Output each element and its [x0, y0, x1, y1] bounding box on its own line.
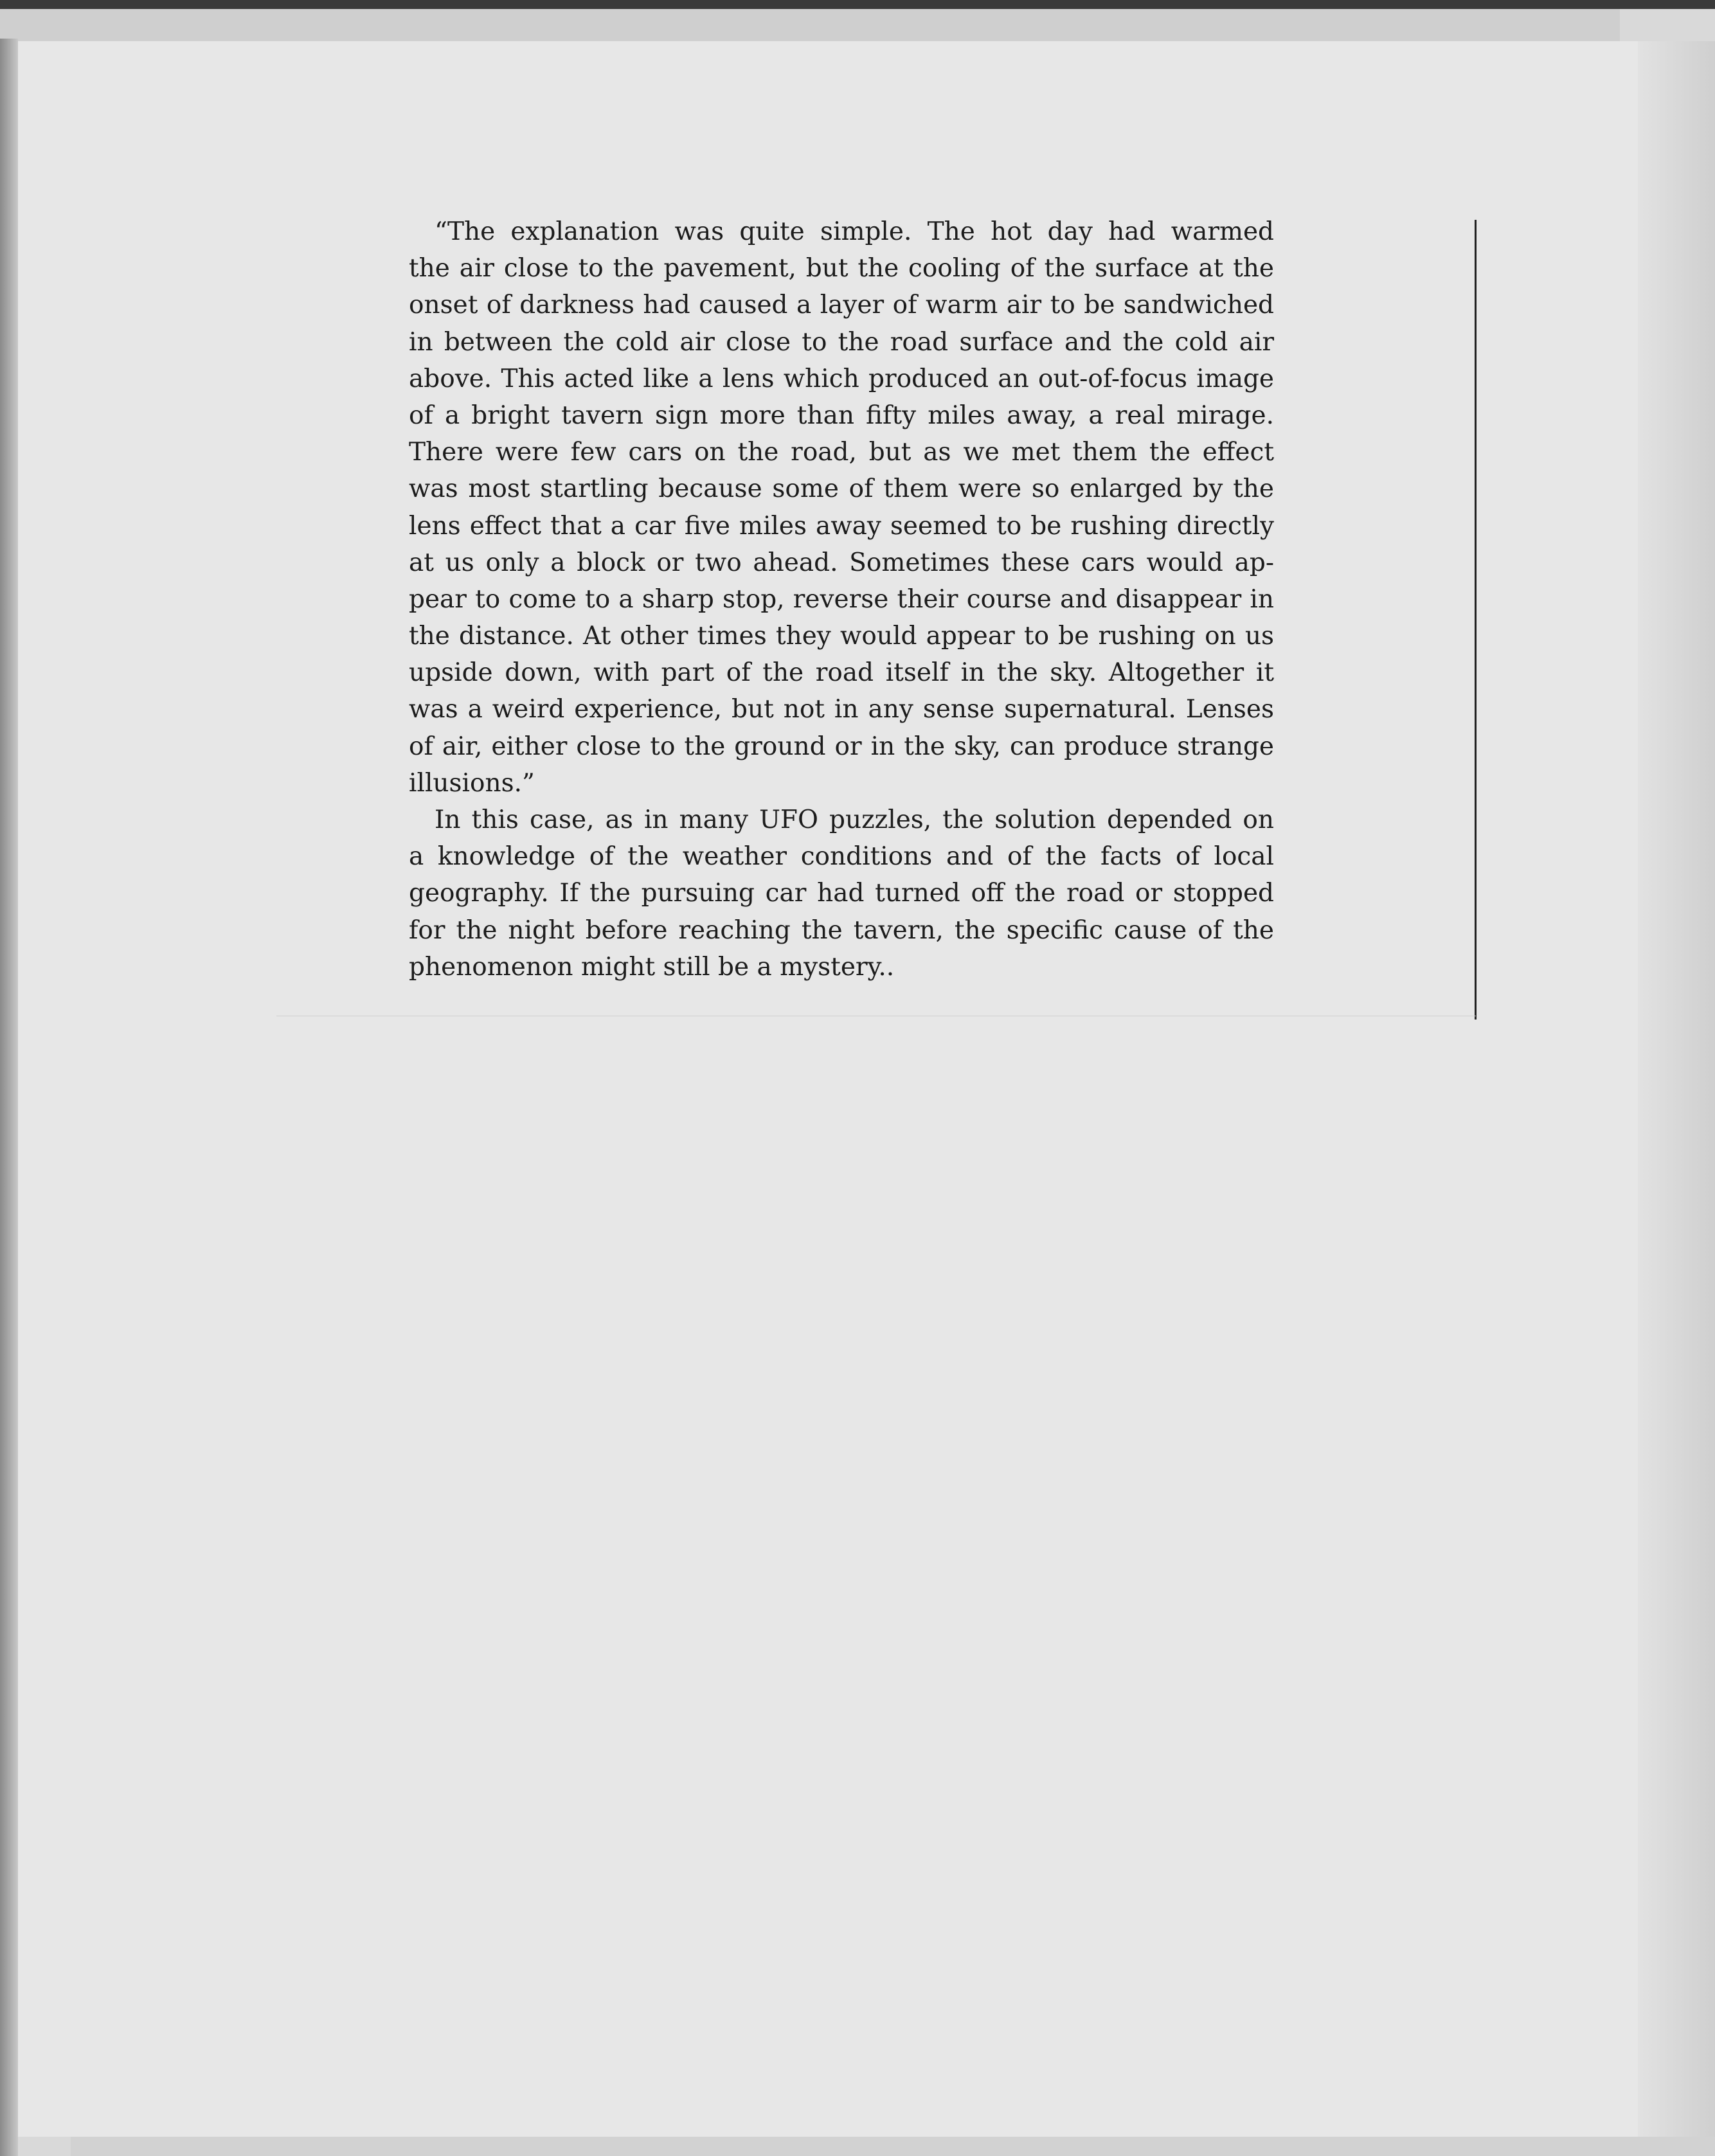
scan-bottom-edge [71, 2137, 1715, 2156]
text-line: upside down, with part of the road itself in the sky. Altogether it [409, 658, 1274, 688]
text-line: of a bright tavern sign more than fifty miles away, a real mirage. [409, 400, 1274, 430]
paragraph-conclusion [409, 802, 1274, 985]
text-line: lens effect that a car five miles away seemed to be rushing directly [409, 511, 1274, 541]
text-line: a knowledge of the weather conditions and of the facts of local [409, 842, 1274, 872]
text-line: in between the cold air close to the road surface and the cold air [409, 327, 1274, 357]
text-line: geography. If the pursuing car had turned off the road or stopped [409, 879, 1274, 908]
text-line: “The explanation was quite simple. The hot day had warmed [435, 217, 1274, 246]
text-line: at us only a block or two ahead. Sometimes these cars would ap- [409, 548, 1274, 577]
body-text [409, 213, 1274, 985]
text-line: illusions.” [409, 768, 535, 798]
text-line: the air close to the pavement, but the cooling of the surface at the [409, 254, 1274, 283]
scan-top-edge [0, 0, 1715, 9]
scan-right-edge [1638, 41, 1715, 2156]
text-line: pear to come to a sharp stop, reverse their course and disappear in [409, 584, 1274, 614]
text-line: above. This acted like a lens which produced an out-of-focus image [409, 364, 1274, 393]
text-line: There were few cars on the road, but as we met them the effect [409, 438, 1274, 467]
scan-top-band [0, 9, 1620, 41]
text-line: In this case, as in many UFO puzzles, the solution depended on [435, 805, 1274, 834]
text-line: the distance. At other times they would appear to be rushing on us [409, 622, 1274, 651]
text-line: was most startling because some of them were so enlarged by the [409, 474, 1274, 504]
text-line: phenomenon might still be a mystery.. [409, 952, 895, 982]
text-line: of air, either close to the ground or in the sky, can produce strange [409, 732, 1274, 761]
paragraph-quote [409, 213, 1274, 802]
text-line: onset of darkness had caused a layer of warm air to be sandwiched [409, 291, 1274, 320]
margin-rule [1475, 220, 1477, 1020]
text-line: for the night before reaching the tavern, the specific cause of the [409, 915, 1274, 945]
text-line: was a weird experience, but not in any sense supernatural. Lenses [409, 695, 1274, 724]
scan-left-edge [0, 39, 18, 2156]
